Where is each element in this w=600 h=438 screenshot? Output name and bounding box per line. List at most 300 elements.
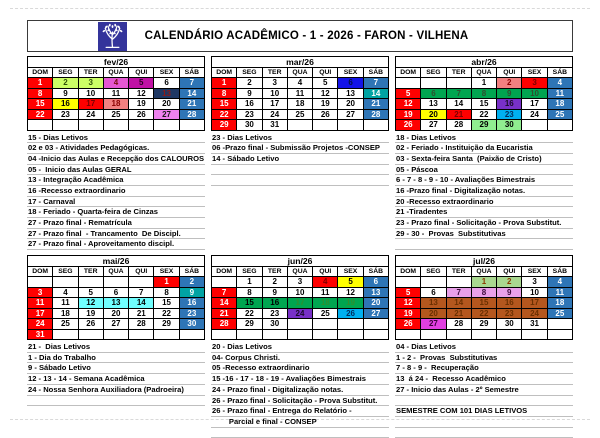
weekday-header: SEX (522, 267, 547, 277)
day-cell: 11 (287, 88, 312, 99)
day-cell: 5 (129, 78, 154, 89)
day-cell: 2 (237, 78, 262, 89)
day-cell: 10 (522, 287, 547, 298)
day-cell (471, 329, 496, 340)
day-cell: 16 (262, 298, 287, 309)
month-legend (211, 342, 389, 438)
day-cell: 3 (522, 277, 547, 288)
legend-item: 16 -Recesso extraordinario (27, 186, 205, 197)
day-cell (287, 120, 312, 131)
weekday-header: TER (262, 68, 287, 78)
day-cell: 22 (237, 308, 262, 319)
day-cell: 12 (396, 298, 421, 309)
day-cell: 6 (421, 88, 446, 99)
day-cell: 17 (262, 99, 287, 110)
day-cell: 21 (446, 308, 471, 319)
month-legend (27, 342, 205, 406)
day-cell: 4 (287, 78, 312, 89)
day-cell (129, 120, 154, 131)
weekday-header: SÁB (179, 68, 204, 78)
day-cell: 6 (103, 287, 128, 298)
day-cell: 15 (212, 99, 237, 110)
weekday-header: QUI (129, 68, 154, 78)
months-grid (27, 56, 573, 438)
month-block-mar26 (211, 56, 389, 186)
day-cell: 4 (547, 277, 572, 288)
day-cell (78, 329, 103, 340)
day-cell: 10 (522, 88, 547, 99)
legend-item: 05 - Páscoa (395, 165, 573, 176)
day-cell: 5 (396, 88, 421, 99)
day-cell: 15 (28, 99, 53, 110)
month-title: jul/26 (396, 256, 573, 267)
day-cell: 9 (262, 287, 287, 298)
day-cell: 9 (497, 88, 522, 99)
day-cell (363, 120, 388, 131)
day-cell: 7 (446, 88, 471, 99)
day-cell (262, 329, 287, 340)
legend-item: 24 - Prazo final - Digitalização notas. (211, 385, 389, 396)
day-cell (421, 329, 446, 340)
day-cell: 23 (179, 308, 204, 319)
legend-item: 26 - Prazo final - Solicitação - Prova Substitut. (211, 396, 389, 407)
day-cell: 7 (212, 287, 237, 298)
day-cell: 20 (421, 308, 446, 319)
day-cell: 13 (421, 99, 446, 110)
month-title: mar/26 (212, 57, 389, 68)
day-cell (446, 78, 471, 89)
day-cell: 30 (497, 319, 522, 330)
day-cell (446, 329, 471, 340)
day-cell: 1 (237, 277, 262, 288)
day-cell: 17 (78, 99, 103, 110)
day-cell: 9 (237, 88, 262, 99)
weekday-header: SEX (522, 68, 547, 78)
day-cell: 28 (446, 319, 471, 330)
weekday-header: SEX (338, 68, 363, 78)
month-block-mai26 (27, 255, 205, 406)
day-cell (522, 329, 547, 340)
legend-item: 23 - Prazo final - Solicitação - Prova Substitut. (395, 218, 573, 229)
day-cell: 4 (547, 78, 572, 89)
weekday-header: SEG (237, 267, 262, 277)
day-cell: 5 (78, 287, 103, 298)
day-cell (421, 277, 446, 288)
day-cell (53, 277, 78, 288)
day-cell (363, 329, 388, 340)
legend-empty-row (395, 239, 573, 250)
weekday-header: QUA (287, 267, 312, 277)
day-cell: 23 (262, 308, 287, 319)
day-cell: 22 (154, 308, 179, 319)
day-cell: 18 (547, 99, 572, 110)
weekday-header: QUA (103, 68, 128, 78)
day-cell: 28 (212, 319, 237, 330)
day-cell: 22 (471, 109, 496, 120)
weekday-header: SEX (154, 267, 179, 277)
day-cell: 22 (212, 109, 237, 120)
legend-empty-row (395, 396, 573, 407)
legend-item: 02 - Feriado - Instituição da Eucaristia (395, 143, 573, 154)
day-cell: 24 (522, 308, 547, 319)
legend-item: 04 - Dias Letivos (395, 342, 573, 353)
legend-item: 27 - Prazo final - Trancamento De Discipl. (27, 229, 205, 240)
calendar-jul26 (395, 255, 573, 340)
day-cell: 28 (363, 109, 388, 120)
day-cell: 31 (522, 319, 547, 330)
weekday-header: SÁB (363, 267, 388, 277)
day-cell: 17 (287, 298, 312, 309)
day-cell: 22 (28, 109, 53, 120)
day-cell (103, 120, 128, 131)
month-title: jun/26 (212, 256, 389, 267)
day-cell (522, 120, 547, 131)
day-cell: 8 (212, 88, 237, 99)
day-cell: 9 (497, 287, 522, 298)
day-cell: 30 (497, 120, 522, 131)
day-cell: 20 (363, 298, 388, 309)
day-cell: 4 (313, 277, 338, 288)
day-cell: 19 (338, 298, 363, 309)
day-cell: 17 (522, 99, 547, 110)
day-cell (363, 319, 388, 330)
day-cell: 1 (154, 277, 179, 288)
day-cell: 27 (421, 120, 446, 131)
legend-item: 03 - Sexta-feira Santa (Paixão de Cristo) (395, 154, 573, 165)
day-cell: 18 (547, 298, 572, 309)
day-cell (313, 319, 338, 330)
day-cell: 6 (338, 78, 363, 89)
day-cell (53, 120, 78, 131)
day-cell: 19 (313, 99, 338, 110)
day-cell: 29 (237, 319, 262, 330)
day-cell: 9 (179, 287, 204, 298)
day-cell: 21 (446, 109, 471, 120)
day-cell: 13 (154, 88, 179, 99)
day-cell: 8 (28, 88, 53, 99)
day-cell: 27 (154, 109, 179, 120)
page-title: CALENDÁRIO ACADÊMICO - 1 - 2026 - FARON - VILHENA (144, 30, 469, 42)
weekday-header: DOM (212, 68, 237, 78)
day-cell: 17 (522, 298, 547, 309)
legend-item: 13 - Integração Acadêmica (27, 175, 205, 186)
calendar-jun26 (211, 255, 389, 340)
legend-item: 21 - Dias Letivos (27, 342, 205, 353)
day-cell: 19 (78, 308, 103, 319)
day-cell: 26 (78, 319, 103, 330)
day-cell: 29 (154, 319, 179, 330)
day-cell: 26 (129, 109, 154, 120)
legend-item: 27 - Prazo final - Rematrícula (27, 218, 205, 229)
print-margin-rule-top (10, 8, 590, 9)
weekday-header: TER (78, 267, 103, 277)
day-cell: 8 (471, 88, 496, 99)
day-cell: 23 (497, 109, 522, 120)
day-cell: 4 (53, 287, 78, 298)
month-block-fev26 (27, 56, 205, 250)
day-cell: 6 (363, 277, 388, 288)
day-cell: 4 (103, 78, 128, 89)
day-cell: 27 (338, 109, 363, 120)
day-cell: 27 (363, 308, 388, 319)
day-cell: 12 (313, 88, 338, 99)
calendar-mai26 (27, 255, 205, 340)
day-cell: 16 (179, 298, 204, 309)
day-cell (78, 277, 103, 288)
day-cell: 26 (396, 120, 421, 131)
weekday-header: DOM (28, 68, 53, 78)
legend-item: SEMESTRE COM 101 DIAS LETIVOS (395, 406, 573, 417)
legend-item: 18 - Dias Letivos (395, 133, 573, 144)
day-cell: 13 (103, 298, 128, 309)
month-block-jun26 (211, 255, 389, 438)
day-cell (497, 329, 522, 340)
weekday-header: SÁB (547, 267, 572, 277)
day-cell: 11 (53, 298, 78, 309)
day-cell: 16 (497, 298, 522, 309)
day-cell: 6 (154, 78, 179, 89)
day-cell: 23 (237, 109, 262, 120)
weekday-header: QUA (471, 267, 496, 277)
day-cell (313, 120, 338, 131)
day-cell (154, 120, 179, 131)
month-legend (395, 133, 573, 251)
day-cell: 20 (154, 99, 179, 110)
day-cell: 7 (363, 78, 388, 89)
day-cell (154, 329, 179, 340)
day-cell: 31 (262, 120, 287, 131)
day-cell: 11 (103, 88, 128, 99)
weekday-header: SEX (154, 68, 179, 78)
day-cell: 14 (446, 99, 471, 110)
weekday-header: DOM (396, 68, 421, 78)
day-cell: 15 (471, 298, 496, 309)
weekday-header: TER (446, 68, 471, 78)
weekday-header: QUI (497, 68, 522, 78)
legend-item: 17 - Carnaval (27, 197, 205, 208)
day-cell: 23 (497, 308, 522, 319)
day-cell: 3 (28, 287, 53, 298)
legend-item: 26 - Prazo final - Entrega do Relatório - (211, 406, 389, 417)
month-title: abr/26 (396, 57, 573, 68)
day-cell: 13 (363, 287, 388, 298)
legend-item: 21 -Tiradentes (395, 207, 573, 218)
weekday-header: QUA (103, 267, 128, 277)
day-cell: 14 (212, 298, 237, 309)
day-cell (179, 329, 204, 340)
legend-item: 23 - Dias Letivos (211, 133, 389, 144)
day-cell (338, 329, 363, 340)
weekday-header: TER (446, 267, 471, 277)
weekday-header: TER (78, 68, 103, 78)
day-cell: 30 (179, 319, 204, 330)
day-cell: 2 (53, 78, 78, 89)
month-legend (395, 342, 573, 438)
day-cell: 12 (338, 287, 363, 298)
legend-item: 16 -Prazo final - Digitalização notas. (395, 186, 573, 197)
month-legend (27, 133, 205, 251)
day-cell (78, 120, 103, 131)
day-cell: 10 (78, 88, 103, 99)
weekday-header: SEX (338, 267, 363, 277)
day-cell: 12 (396, 99, 421, 110)
day-cell: 28 (129, 319, 154, 330)
day-cell: 24 (287, 308, 312, 319)
legend-item: 05 -Recesso extraordinario (211, 363, 389, 374)
day-cell (129, 277, 154, 288)
day-cell: 18 (287, 99, 312, 110)
day-cell: 2 (179, 277, 204, 288)
day-cell (338, 319, 363, 330)
day-cell (103, 329, 128, 340)
legend-item: 6 - 7 - 8 - 9 - 10 - Avaliações Bimestrais (395, 175, 573, 186)
day-cell: 3 (522, 78, 547, 89)
day-cell: 20 (103, 308, 128, 319)
weekday-header: SEG (53, 267, 78, 277)
legend-item: 05 - Inicio das Aulas GERAL (27, 165, 205, 176)
day-cell: 30 (262, 319, 287, 330)
weekday-header: SEG (237, 68, 262, 78)
day-cell: 30 (237, 120, 262, 131)
day-cell: 26 (338, 308, 363, 319)
month-title: fev/26 (28, 57, 205, 68)
day-cell: 1 (471, 277, 496, 288)
day-cell (287, 329, 312, 340)
day-cell: 22 (471, 308, 496, 319)
legend-item: 06 -Prazo final - Submissão Projetos -CONSEP (211, 143, 389, 154)
day-cell: 26 (313, 109, 338, 120)
legend-item: 13 á 24 - Recesso Acadêmico (395, 374, 573, 385)
day-cell (237, 329, 262, 340)
day-cell: 5 (396, 287, 421, 298)
day-cell: 15 (471, 99, 496, 110)
day-cell: 14 (179, 88, 204, 99)
day-cell: 23 (53, 109, 78, 120)
calendar-fev26 (27, 56, 205, 131)
day-cell: 24 (262, 109, 287, 120)
day-cell: 25 (547, 109, 572, 120)
day-cell: 7 (129, 287, 154, 298)
day-cell (53, 329, 78, 340)
day-cell (212, 277, 237, 288)
day-cell (103, 277, 128, 288)
legend-item: 20 - Dias Letivos (211, 342, 389, 353)
day-cell: 19 (396, 109, 421, 120)
legend-item: 04- Corpus Christi. (211, 353, 389, 364)
day-cell: 11 (313, 287, 338, 298)
day-cell: 24 (28, 319, 53, 330)
day-cell: 1 (212, 78, 237, 89)
day-cell: 25 (287, 109, 312, 120)
day-cell: 29 (471, 120, 496, 131)
weekday-header: QUI (313, 267, 338, 277)
legend-item: 15 - Dias Letivos (27, 133, 205, 144)
day-cell (28, 277, 53, 288)
weekday-header: DOM (28, 267, 53, 277)
day-cell: 19 (396, 308, 421, 319)
day-cell: 1 (28, 78, 53, 89)
day-cell: 21 (363, 99, 388, 110)
weekday-header: DOM (212, 267, 237, 277)
day-cell: 14 (129, 298, 154, 309)
day-cell: 31 (28, 329, 53, 340)
day-cell: 18 (313, 298, 338, 309)
day-cell: 1 (471, 78, 496, 89)
day-cell (547, 329, 572, 340)
day-cell: 2 (262, 277, 287, 288)
day-cell: 28 (446, 120, 471, 131)
calendar-mar26 (211, 56, 389, 131)
weekday-header: QUI (313, 68, 338, 78)
weekday-header: SEG (53, 68, 78, 78)
weekday-header: SÁB (179, 267, 204, 277)
day-cell: 16 (53, 99, 78, 110)
weekday-header: SEG (421, 267, 446, 277)
day-cell (338, 120, 363, 131)
day-cell: 6 (421, 287, 446, 298)
day-cell: 21 (129, 308, 154, 319)
day-cell: 2 (497, 78, 522, 89)
day-cell (313, 329, 338, 340)
legend-item: 12 - 13 - 14 - Semana Acadêmica (27, 374, 205, 385)
day-cell (129, 329, 154, 340)
month-legend (211, 133, 389, 186)
day-cell: 3 (262, 78, 287, 89)
day-cell (446, 277, 471, 288)
day-cell: 8 (237, 287, 262, 298)
day-cell (421, 78, 446, 89)
day-cell: 13 (338, 88, 363, 99)
day-cell: 20 (421, 109, 446, 120)
day-cell: 14 (446, 298, 471, 309)
day-cell: 7 (446, 287, 471, 298)
day-cell: 7 (179, 78, 204, 89)
day-cell: 2 (497, 277, 522, 288)
legend-item: 18 - Feriado - Quarta-feira de Cinzas (27, 207, 205, 218)
legend-empty-row (211, 175, 389, 186)
legend-item: 15 -16 - 17 - 18 - 19 - Avaliações Bimestrais (211, 374, 389, 385)
day-cell: 8 (154, 287, 179, 298)
day-cell: 24 (78, 109, 103, 120)
month-block-jul26 (395, 255, 573, 438)
legend-item: 1 - 2 - Provas Substitutivas (395, 353, 573, 364)
day-cell: 26 (396, 319, 421, 330)
month-title: mai/26 (28, 256, 205, 267)
legend-item: 29 - 30 - Provas Substitutivas (395, 229, 573, 240)
day-cell: 3 (287, 277, 312, 288)
legend-item: 20 -Recesso extraordinario (395, 197, 573, 208)
weekday-header: SÁB (547, 68, 572, 78)
day-cell: 27 (421, 319, 446, 330)
day-cell (179, 120, 204, 131)
day-cell (396, 329, 421, 340)
day-cell: 20 (338, 99, 363, 110)
day-cell: 18 (53, 308, 78, 319)
day-cell: 25 (53, 319, 78, 330)
day-cell (547, 120, 572, 131)
day-cell: 12 (78, 298, 103, 309)
day-cell: 14 (363, 88, 388, 99)
day-cell: 10 (287, 287, 312, 298)
legend-item: 7 - 8 - 9 - Recuperação (395, 363, 573, 374)
day-cell: 24 (522, 109, 547, 120)
legend-item: 02 e 03 - Atividades Pedagógicas. (27, 143, 205, 154)
day-cell: 11 (547, 88, 572, 99)
day-cell: 15 (237, 298, 262, 309)
legend-item: 1 - Dia do Trabalho (27, 353, 205, 364)
document-header (27, 20, 573, 52)
day-cell (396, 78, 421, 89)
